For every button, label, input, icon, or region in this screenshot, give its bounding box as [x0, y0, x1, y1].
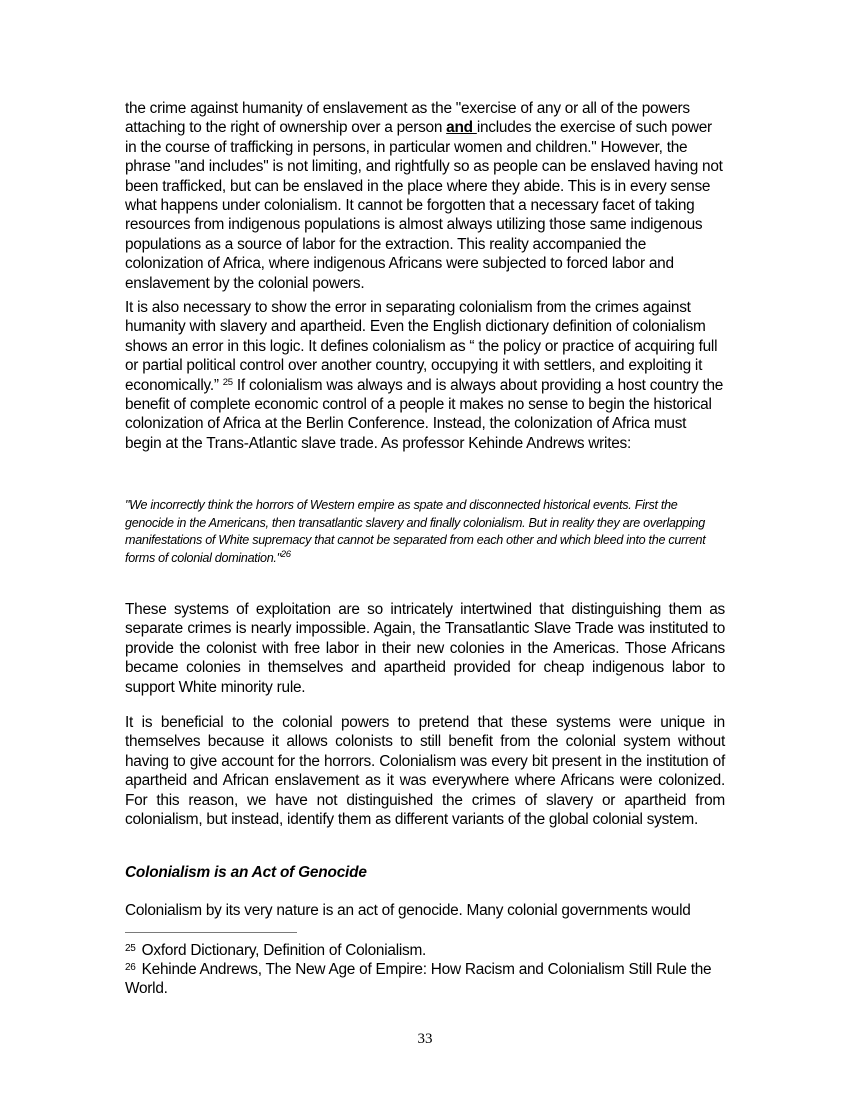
footnote-26	[125, 960, 725, 998]
section-heading: Colonialism is an Act of Genocide	[125, 864, 367, 881]
body-paragraph-3: These systems of exploitation are so intricately intertwined that distinguishing them as separate crimes is nearly impossible. Again, the Transatlantic Slave Trade was instituted to provide the colonist with free labor in their new colonies in the Americas. Those Africans became colonies in themselves and apartheid provided for cheap indigenous labor to support White minority rule.	[125, 601, 725, 696]
block-quote	[125, 497, 725, 567]
body-paragraph-5: Colonialism by its very nature is an act of genocide. Many colonial governments would	[125, 902, 691, 919]
page-number: 33	[417, 1031, 433, 1047]
footnote-number: 25	[125, 943, 136, 954]
footnote-reference-26[interactable]: 26	[280, 548, 291, 560]
footnote-25	[125, 941, 725, 960]
footnote-number: 26	[125, 962, 136, 973]
footnote-text: Kehinde Andrews, The New Age of Empire: How Racism and Colonialism Still Rule the World.	[125, 961, 712, 997]
paragraph-text: If colonialism was always and is always about providing a host country the benefit of complete economic control of a people it makes no sense to begin the historical colonization of Africa at the Berlin Conference. Instead, the colonization of Africa must begin at the Trans-Atlantic slave trade. As professor Kehinde Andrews writes:	[125, 376, 724, 452]
body-paragraph-4: It is beneficial to the colonial powers to pretend that these systems were unique in themselves because it allows colonists to still benefit from the colonial system without having to give account for the horrors. Colonialism was every bit present in the institution of apartheid and African enslavement as it was everywhere where Africans were colonized. For this reason, we have not distinguished the crimes of slavery or apartheid from colonialism, but instead, identify them as different variants of the global colonial system.	[125, 714, 725, 829]
footnote-separator	[125, 932, 297, 933]
quote-text: "We incorrectly think the horrors of Western empire as spate and disconnected historical events. First the genocide in the Americans, then transatlantic slavery and finally colonialism. But in reality they are overlapping manifestations of White supremacy that cannot be separated from each other and which bleed into the current forms of colonial domination."	[125, 498, 706, 565]
footnote-reference-25[interactable]: 25	[222, 376, 233, 388]
footnote-text: Oxford Dictionary, Definition of Colonialism.	[137, 942, 427, 959]
paragraph-text: the crime against humanity of enslavement as the "exercise of any or all of the powers attaching to the right of ownership over a person	[125, 100, 690, 137]
body-paragraph-1	[125, 99, 725, 293]
paragraph-text: It is also necessary to show the error in separating colonialism from the crimes against humanity with slavery and apartheid. Even the English dictionary definition of colonialism shows an error in this logic. It defines colonialism as “ the policy or practice of acquiring full or partial political control over another country, occupying it with settlers, and exploiting it economically.”	[125, 299, 718, 394]
footnotes	[125, 941, 725, 998]
paragraph-text: includes the exercise of such power in the course of trafficking in persons, in particular women and children." However, the phrase "and includes" is not limiting, and rightfully so as people can be enslaved having not been trafficked, but can be enslaved in the place where they abide. This is in every sense what happens under colonialism. It cannot be forgotten that a necessary facet of taking resources from indigenous populations is almost always utilizing those same indigenous populations as a source of labor for the extraction. This reality accompanied the colonization of Africa, where indigenous Africans were subjected to forced labor and enslavement by the colonial powers.	[125, 119, 723, 292]
emphasized-word: and	[446, 119, 477, 137]
body-paragraph-2	[125, 298, 725, 453]
